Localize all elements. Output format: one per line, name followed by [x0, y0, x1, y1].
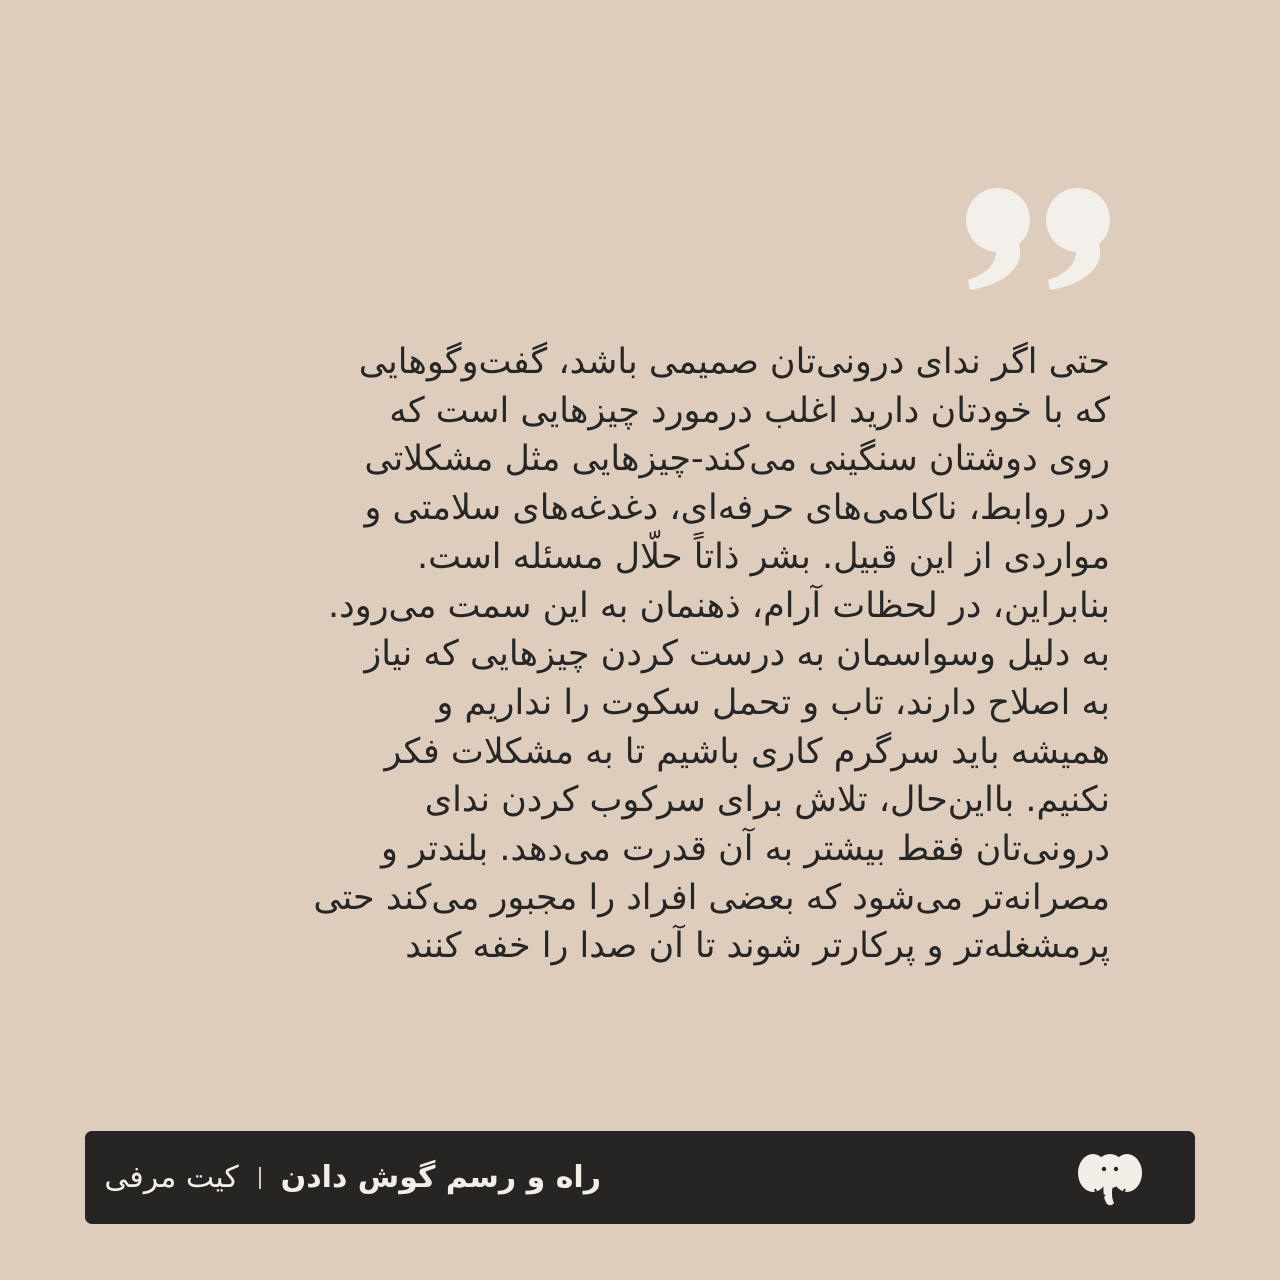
quote-line: مواردی از این قبیل. بشر ذاتاً حلّال مسئله است. — [416, 536, 1110, 577]
quote-line: روی دوشتان سنگینی می‌کند-چیزهایی مثل مشکلاتی — [364, 439, 1110, 480]
quote-line: همیشه باید سرگرم کاری باشیم تا به مشکلات فکر — [384, 731, 1110, 772]
divider — [259, 1167, 261, 1189]
quote-line: پرمشغله‌تر و پرکارتر شوند تا آن صدا را خفه کنند — [405, 926, 1110, 967]
book-credit — [104, 1131, 601, 1224]
footer-bar — [85, 1131, 1195, 1224]
quote-line: مصرانه‌تر می‌شود که بعضی افراد را مجبور می‌کند حتی — [313, 877, 1110, 918]
quote-line: بنابراین، در لحظات آرام، ذهنمان به این سمت می‌رود. — [328, 585, 1110, 626]
quote-line: به اصلاح دارند، تاب و تحمل سکوت را نداریم و — [436, 682, 1110, 723]
quote-line: درونی‌تان فقط بیشتر به آن قدرت می‌دهد. بلندتر و — [380, 829, 1110, 870]
quotation-mark-icon — [960, 180, 1120, 300]
quote-line: به دلیل وسواسمان به درست کردن چیزهایی که نیاز — [364, 634, 1110, 675]
quote-text — [150, 338, 1110, 971]
quote-line: در روابط، ناکامی‌های حرفه‌ای، دغدغه‌های سلامتی و — [364, 488, 1110, 529]
quote-line: نکنیم. بااین‌حال، تلاش برای سرکوب کردن ندای — [424, 780, 1110, 821]
quote-line: که با خودتان دارید اغلب درمورد چیزهایی است که — [389, 390, 1110, 431]
quote-line: حتی اگر ندای درونی‌تان صمیمی باشد، گفت‌وگوهایی — [358, 342, 1110, 382]
elephant-logo-icon — [1077, 1149, 1143, 1207]
book-title: راه و رسم گوش دادن — [280, 1160, 601, 1195]
author-name: کیت مرفی — [104, 1160, 239, 1195]
